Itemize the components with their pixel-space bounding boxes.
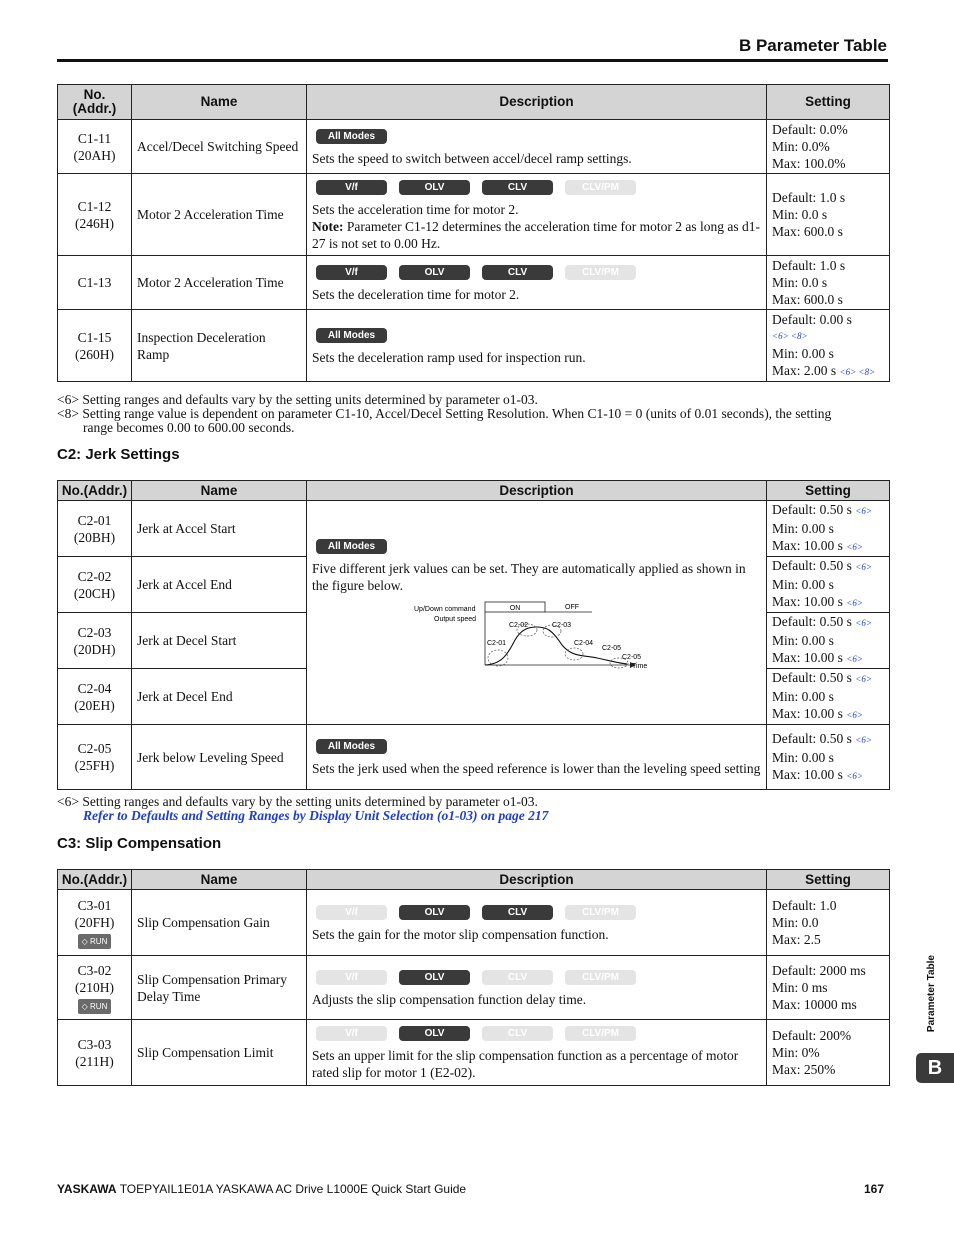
setting-min: Min: 0% <box>772 1045 820 1060</box>
param-name: Slip Compensation Limit <box>132 1020 307 1086</box>
param-addr: (246H) <box>75 215 114 231</box>
setting-min: Min: 0.0 s <box>772 207 828 222</box>
param-name: Motor 2 Acceleration Time <box>132 256 307 310</box>
mode-badge-clv: CLV <box>482 970 553 985</box>
label-updown-command: Up/Down command <box>414 606 476 613</box>
setting-min: Min: 0.0 s <box>772 275 828 290</box>
setting-max: Max: 10.00 s <box>772 538 843 553</box>
param-name: Jerk at Accel End <box>132 557 307 613</box>
mode-badge-clv: CLV <box>482 265 553 280</box>
footer-brand: YASKAWA <box>57 1182 117 1196</box>
setting-min: Min: 0.00 s <box>772 345 834 361</box>
param-note: Note: Parameter C1-12 determines the acceleration time for motor 2 as long as d1-27 is not set to 0.00 Hz. <box>312 218 760 251</box>
param-desc: Five different jerk values can be set. They are automatically applied as shown in the figure below. <box>312 561 746 593</box>
mode-badge-olv: OLV <box>399 970 470 985</box>
c201-marker <box>488 650 508 666</box>
mode-badge-vf: V/f <box>316 1026 387 1041</box>
param-no: C1-13 <box>77 275 112 290</box>
param-addr: (211H) <box>75 1053 114 1069</box>
mode-badge-all: All Modes <box>316 129 387 144</box>
param-addr: (20EH) <box>74 697 115 713</box>
parameter-table-c1 <box>57 84 890 382</box>
setting-max: Max: 10.00 s <box>772 766 843 782</box>
jerk-shared-description <box>307 501 767 725</box>
parameter-table-c2 <box>57 480 890 790</box>
param-desc: Sets the gain for the motor slip compensation function. <box>312 926 609 942</box>
table-row <box>58 501 890 557</box>
mode-badge-clv: CLV <box>482 180 553 195</box>
setting-min: Min: 0.00 s <box>772 633 834 648</box>
mode-badge-olv: OLV <box>399 180 470 195</box>
setting-max: Max: 10.00 s <box>772 594 843 609</box>
table-row <box>58 174 890 256</box>
setting-default: Default: 1.0 s <box>772 258 846 273</box>
jerk-timing-figure <box>412 600 672 680</box>
col-header-setting: Setting <box>767 481 890 501</box>
table-row <box>58 1020 890 1086</box>
setting-default: Default: 0.50 s <box>772 558 852 573</box>
setting-min: Min: 0.00 s <box>772 521 834 536</box>
label-output-speed: Output speed <box>434 616 477 623</box>
param-addr: (20AH) <box>73 147 116 163</box>
table-row <box>58 310 890 382</box>
footnote-ref[interactable]: <6> <box>846 770 863 781</box>
table-row <box>58 956 890 1020</box>
col-header-description: Description <box>307 85 767 120</box>
label-on: ON <box>509 605 521 612</box>
param-name: Motor 2 Acceleration Time <box>132 174 307 256</box>
col-header-no: No.(Addr.) <box>58 870 132 890</box>
footnote-ref[interactable]: <6> <box>846 654 863 664</box>
footnote-ref[interactable]: <6> <box>855 618 872 628</box>
setting-default: Default: 0.50 s <box>772 502 852 517</box>
mode-badge-olv: OLV <box>399 1026 470 1041</box>
label-c205-b: C2-05 <box>622 654 642 661</box>
param-name: Inspection Deceleration Ramp <box>132 310 307 382</box>
setting-max: Max: 600.0 s <box>772 292 843 307</box>
mode-badge-clvpm: CLV/PM <box>565 1026 636 1041</box>
footnote-ref[interactable]: <6> <box>846 710 863 720</box>
mode-badge-vf: V/f <box>316 265 387 280</box>
param-desc: Sets the jerk used when the speed reference is lower than the leveling speed setting <box>312 761 761 776</box>
setting-default: Default: 200% <box>772 1028 852 1043</box>
param-name: Accel/Decel Switching Speed <box>132 120 307 174</box>
setting-default: Default: 1.0 s <box>772 190 846 205</box>
setting-default: Default: 0.50 s <box>772 614 852 629</box>
mode-badge-clvpm: CLV/PM <box>565 970 636 985</box>
mode-badge-clv: CLV <box>482 1026 553 1041</box>
param-no: C2-03 <box>77 624 112 640</box>
param-no: C1-15 <box>77 329 112 345</box>
setting-default: Default: 0.0% <box>772 122 848 137</box>
setting-min: Min: 0.00 s <box>772 577 834 592</box>
param-no: C2-04 <box>77 680 112 696</box>
param-addr: (20BH) <box>73 529 116 545</box>
page-header-title: B Parameter Table <box>738 36 887 55</box>
param-no: C3-02 <box>77 962 112 978</box>
param-no: C2-02 <box>77 568 112 584</box>
col-header-no: No.(Addr.) <box>58 481 132 501</box>
param-addr: (20FH) <box>74 914 115 930</box>
setting-default: Default: 0.50 s <box>772 730 852 746</box>
mode-badge-all: All Modes <box>316 739 387 754</box>
param-no: C2-01 <box>77 512 112 528</box>
table-row <box>58 890 890 956</box>
setting-default: Default: 2000 ms <box>772 963 866 978</box>
run-icon: ◇ RUN <box>78 999 111 1014</box>
setting-default: Default: 0.00 s <box>772 311 852 327</box>
side-section-tab[interactable]: B <box>916 1053 954 1083</box>
mode-badge-clvpm: CLV/PM <box>565 180 636 195</box>
mode-badge-olv: OLV <box>399 905 470 920</box>
param-name: Jerk at Accel Start <box>132 501 307 557</box>
label-c201: C2-01 <box>487 640 507 647</box>
section-title-c2: C2: Jerk Settings <box>57 446 180 463</box>
label-time: Time <box>632 663 648 670</box>
footnotes-c1: <6> Setting ranges and defaults vary by the setting units determined by parameter o1-03. <8> Setting range value is dependent on parameter C1-10, Accel/Decel Setting Resolution. When C1-10 = 0 (units of 0.01 seconds), the setting range becomes 0.00 to 600.00 seconds. <box>57 392 832 435</box>
param-desc: Sets the deceleration ramp used for inspection run. <box>312 349 586 365</box>
setting-min: Min: 0.0% <box>772 139 830 154</box>
setting-max: Max: 100.0% <box>772 156 846 171</box>
footnote-ref[interactable]: <6> <box>855 506 872 516</box>
label-c203: C2-03 <box>552 622 572 629</box>
setting-default: Default: 1.0 <box>772 898 837 913</box>
setting-max: Max: 10.00 s <box>772 650 843 665</box>
param-name: Slip Compensation Primary Delay Time <box>132 956 307 1020</box>
table-row <box>58 725 890 790</box>
col-header-name: Name <box>132 870 307 890</box>
footnotes-c2: <6> Setting ranges and defaults vary by the setting units determined by parameter o1-03. Refer to Defaults and Setting Ranges by Display Unit Selection (o1-03) on page 217 <box>57 795 887 823</box>
col-header-setting: Setting <box>767 85 890 120</box>
param-addr: (210H) <box>75 979 114 995</box>
setting-max: Max: 600.0 s <box>772 224 843 239</box>
param-addr: (25FH) <box>74 758 115 773</box>
page-footer <box>57 1182 466 1196</box>
footnote-ref[interactable]: <6> <box>855 734 872 745</box>
param-addr: (260H) <box>75 346 114 362</box>
param-addr: (20CH) <box>73 585 116 601</box>
label-c202: C2-02 <box>509 622 529 629</box>
mode-badge-clvpm: CLV/PM <box>565 905 636 920</box>
col-header-description: Description <box>307 870 767 890</box>
param-name: Slip Compensation Gain <box>132 890 307 956</box>
setting-default: Default: 0.50 s <box>772 670 852 685</box>
param-no: C1-12 <box>77 198 112 214</box>
footnote-ref[interactable]: <6> <8> <box>772 330 808 341</box>
mode-badge-clvpm: CLV/PM <box>565 265 636 280</box>
label-off: OFF <box>565 604 579 611</box>
param-desc: Sets the deceleration time for motor 2. <box>312 286 520 302</box>
col-header-description: Description <box>307 481 767 501</box>
mode-badge-all: All Modes <box>316 539 387 554</box>
param-name: Jerk at Decel Start <box>132 613 307 669</box>
table-row <box>58 256 890 310</box>
col-header-name: Name <box>132 85 307 120</box>
setting-min: Min: 0.0 <box>772 915 819 930</box>
col-header-no: No. (Addr.) <box>58 85 132 120</box>
param-addr: (20DH) <box>73 641 116 657</box>
col-header-setting: Setting <box>767 870 890 890</box>
mode-badge-vf: V/f <box>316 180 387 195</box>
setting-max: Max: 10000 ms <box>772 997 857 1012</box>
mode-badge-clv: CLV <box>482 905 553 920</box>
section-title-c3: C3: Slip Compensation <box>57 835 222 852</box>
param-no: C3-03 <box>77 1036 112 1052</box>
param-desc: Sets the speed to switch between accel/decel ramp settings. <box>312 150 632 166</box>
param-name: Jerk at Decel End <box>132 669 307 725</box>
footnote-ref[interactable]: <6> <box>855 674 872 684</box>
mode-badge-vf: V/f <box>316 905 387 920</box>
mode-badge-all: All Modes <box>316 328 387 343</box>
mode-badge-vf: V/f <box>316 970 387 985</box>
col-header-name: Name <box>132 481 307 501</box>
setting-max: Max: 2.00 s <box>772 362 837 378</box>
label-c205-a: C2-05 <box>602 645 622 652</box>
table-row <box>58 120 890 174</box>
footnote-ref[interactable]: <6> <box>846 598 863 608</box>
param-desc: Sets an upper limit for the slip compensation function as a percentage of motor rated slip for motor 1 (E2-02). <box>312 1048 739 1080</box>
setting-min: Min: 0 ms <box>772 980 828 995</box>
header-rule <box>57 59 888 62</box>
param-no: C3-01 <box>77 897 112 913</box>
mode-badge-olv: OLV <box>399 265 470 280</box>
label-c204: C2-04 <box>574 640 594 647</box>
footnote-ref[interactable]: <6> <box>846 542 863 552</box>
setting-max: Max: 10.00 s <box>772 706 843 721</box>
param-name: Jerk below Leveling Speed <box>132 725 307 790</box>
cross-reference-link[interactable]: Refer to Defaults and Setting Ranges by Display Unit Selection (o1-03) on page 217 <box>83 808 549 823</box>
footnote-ref[interactable]: <6> <8> <box>839 366 876 377</box>
param-no: C2-05 <box>77 741 112 756</box>
side-section-label: Parameter Table <box>926 955 937 1033</box>
footer-doc-title: TOEPYAIL1E01A YASKAWA AC Drive L1000E Quick Start Guide <box>116 1182 467 1196</box>
param-desc: Adjusts the slip compensation function delay time. <box>312 991 587 1007</box>
setting-max: Max: 2.5 <box>772 932 821 947</box>
setting-max: Max: 250% <box>772 1062 836 1077</box>
run-icon: ◇ RUN <box>78 934 111 949</box>
parameter-table-c3 <box>57 869 890 1086</box>
param-desc: Sets the acceleration time for motor 2. <box>312 201 519 217</box>
setting-min: Min: 0.00 s <box>772 689 834 704</box>
footnote-ref[interactable]: <6> <box>855 562 872 572</box>
setting-min: Min: 0.00 s <box>772 749 834 765</box>
page-number: 167 <box>863 1182 884 1196</box>
param-no: C1-11 <box>77 130 112 146</box>
